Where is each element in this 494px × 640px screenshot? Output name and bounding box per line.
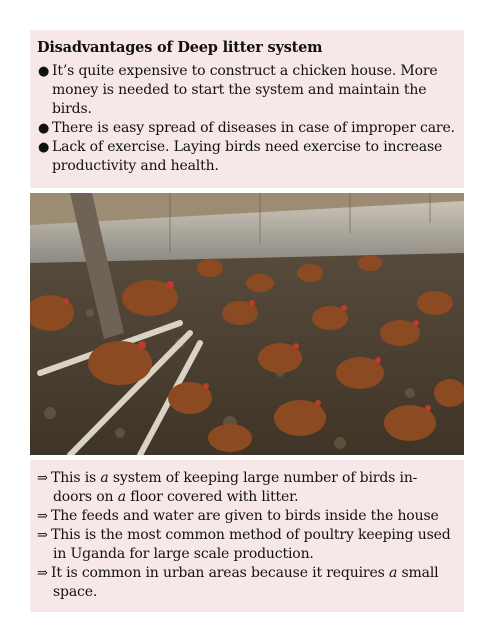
disadvantages-list: [37, 62, 456, 176]
list-item: ● It’s quite expensive to construct a chicken house. More money is needed to start the system and maintain the birds.: [38, 63, 438, 117]
arrow-icon: ⇒: [37, 528, 48, 543]
bullet-icon: ●: [38, 64, 50, 79]
list-item: ● Lack of exercise. Laying birds need exercise to increase productivity and health.: [38, 139, 443, 174]
list-item: ⇒ The feeds and water are given to birds inside the house: [37, 508, 439, 524]
description-list: [37, 469, 456, 602]
arrow-icon: ⇒: [37, 509, 48, 524]
list-item: ⇒ It is common in urban areas because it requires a small space.: [37, 565, 439, 600]
arrow-icon: ⇒: [37, 471, 48, 486]
list-item: ● There is easy spread of diseases in case of improper care.: [38, 120, 455, 136]
description-box: [30, 460, 464, 612]
disadvantages-box: [30, 30, 464, 188]
list-item: ⇒ This is a system of keeping large number of birds in-doors on a floor covered with litter.: [37, 470, 418, 505]
chicken-house-illustration: [30, 193, 464, 455]
chicken-house-photo: [30, 193, 464, 455]
section-heading: Disadvantages of Deep litter system: [37, 39, 323, 56]
bullet-icon: ●: [38, 140, 50, 155]
list-item: ⇒ This is the most common method of poultry keeping used in Uganda for large scale production.: [37, 527, 451, 562]
bullet-icon: ●: [38, 121, 50, 136]
arrow-icon: ⇒: [37, 566, 48, 581]
